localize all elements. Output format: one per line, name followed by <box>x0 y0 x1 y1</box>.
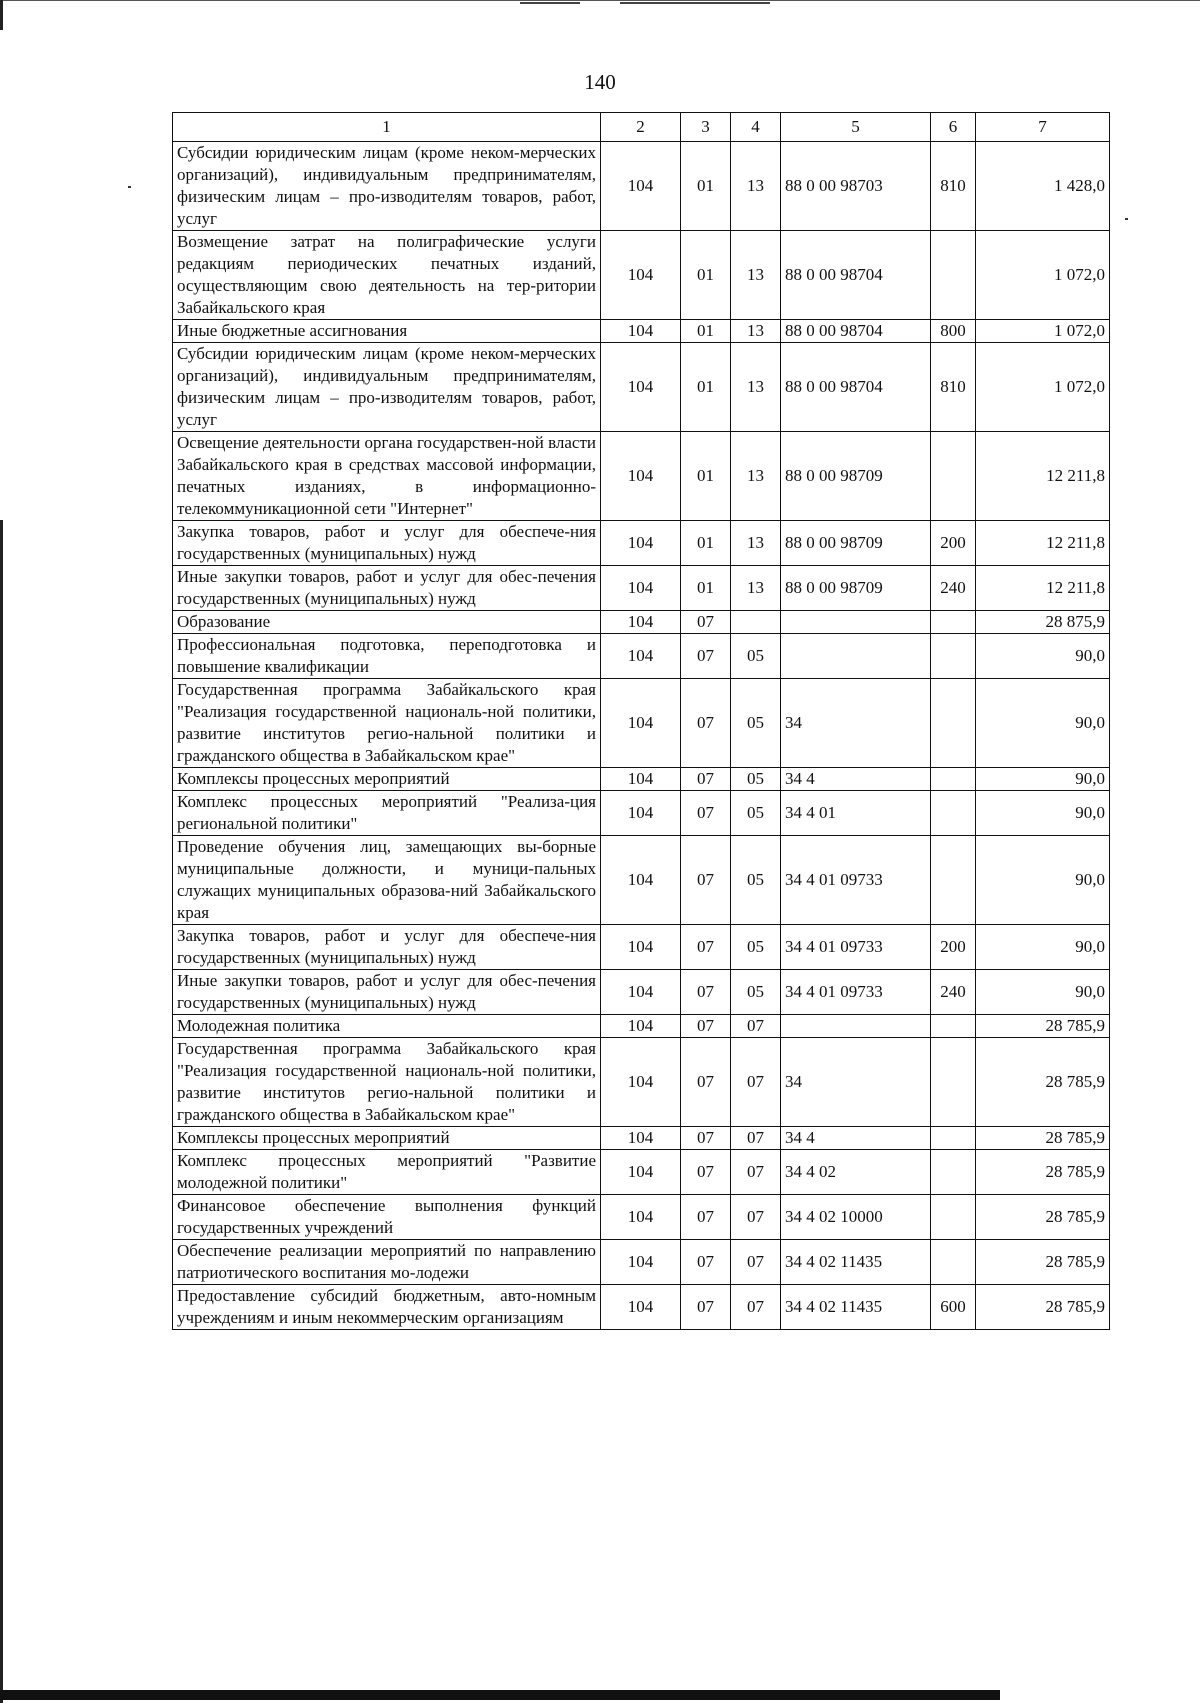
subsection-code-cell: 05 <box>731 679 781 768</box>
subsection-code-cell: 07 <box>731 1150 781 1195</box>
item-name-cell: Возмещение затрат на полиграфические услуги редакциям периодических печатных изданий, осуществляющим свою деятельность на тер-ритории Забайкальского края <box>173 231 601 320</box>
subsection-code-cell: 13 <box>731 231 781 320</box>
subsection-code-cell: 05 <box>731 925 781 970</box>
item-name-cell: Комплекс процессных мероприятий "Реализа-ция региональной политики" <box>173 791 601 836</box>
ministry-code-cell: 104 <box>601 679 681 768</box>
target-article-cell: 34 4 02 <box>781 1150 931 1195</box>
amount-cell: 28 785,9 <box>976 1195 1110 1240</box>
amount-cell: 28 785,9 <box>976 1127 1110 1150</box>
expense-type-cell <box>931 611 976 634</box>
expense-type-cell <box>931 1038 976 1127</box>
section-code-cell: 07 <box>681 836 731 925</box>
target-article-cell: 88 0 00 98703 <box>781 142 931 231</box>
item-name-cell: Обеспечение реализации мероприятий по направлению патриотического воспитания мо-лодежи <box>173 1240 601 1285</box>
header-cell: 7 <box>976 113 1110 142</box>
section-code-cell: 01 <box>681 432 731 521</box>
target-article-cell: 34 4 02 10000 <box>781 1195 931 1240</box>
expense-type-cell <box>931 791 976 836</box>
item-name-cell: Иные закупки товаров, работ и услуг для обес-печения государственных (муниципальных) нужд <box>173 970 601 1015</box>
expense-type-cell: 600 <box>931 1285 976 1330</box>
amount-cell: 28 785,9 <box>976 1038 1110 1127</box>
table-row <box>173 970 1110 1015</box>
expense-type-cell: 200 <box>931 925 976 970</box>
table-row <box>173 320 1110 343</box>
ministry-code-cell: 104 <box>601 521 681 566</box>
expense-type-cell <box>931 1015 976 1038</box>
target-article-cell <box>781 634 931 679</box>
ministry-code-cell: 104 <box>601 1195 681 1240</box>
item-name-cell: Комплекс процессных мероприятий "Развитие молодежной политики" <box>173 1150 601 1195</box>
scan-bottom-bar <box>0 1690 1000 1700</box>
expense-type-cell <box>931 432 976 521</box>
table-body <box>173 142 1110 1330</box>
expense-type-cell <box>931 231 976 320</box>
section-code-cell: 07 <box>681 1150 731 1195</box>
scan-dot <box>1125 218 1128 220</box>
subsection-code-cell: 05 <box>731 634 781 679</box>
amount-cell: 90,0 <box>976 836 1110 925</box>
item-name-cell: Освещение деятельности органа государствен-ной власти Забайкальского края в средствах массовой информации, печатных изданиях, в информационно-телекоммуникационной сети "Интернет" <box>173 432 601 521</box>
expense-type-cell: 240 <box>931 566 976 611</box>
amount-cell: 12 211,8 <box>976 432 1110 521</box>
ministry-code-cell: 104 <box>601 566 681 611</box>
table-row <box>173 142 1110 231</box>
expense-type-cell: 800 <box>931 320 976 343</box>
target-article-cell: 34 <box>781 1038 931 1127</box>
ministry-code-cell: 104 <box>601 1015 681 1038</box>
amount-cell: 1 072,0 <box>976 320 1110 343</box>
expense-type-cell <box>931 1195 976 1240</box>
item-name-cell: Государственная программа Забайкальского края "Реализация государственной националь-ной политики, развитие институтов регио-нальной политики и гражданского общества в Забайкальском крае" <box>173 679 601 768</box>
ministry-code-cell: 104 <box>601 231 681 320</box>
subsection-code-cell <box>731 611 781 634</box>
target-article-cell <box>781 1015 931 1038</box>
target-article-cell: 34 4 01 09733 <box>781 970 931 1015</box>
ministry-code-cell: 104 <box>601 1127 681 1150</box>
ministry-code-cell: 104 <box>601 142 681 231</box>
target-article-cell: 88 0 00 98704 <box>781 231 931 320</box>
target-article-cell: 34 4 01 09733 <box>781 925 931 970</box>
amount-cell: 12 211,8 <box>976 566 1110 611</box>
table-row <box>173 791 1110 836</box>
item-name-cell: Закупка товаров, работ и услуг для обеспече-ния государственных (муниципальных) нужд <box>173 925 601 970</box>
table-row <box>173 1038 1110 1127</box>
subsection-code-cell: 13 <box>731 320 781 343</box>
expense-type-cell: 810 <box>931 142 976 231</box>
amount-cell: 28 785,9 <box>976 1015 1110 1038</box>
table-row <box>173 1240 1110 1285</box>
ministry-code-cell: 104 <box>601 343 681 432</box>
section-code-cell: 07 <box>681 925 731 970</box>
scan-top-mark <box>520 2 580 4</box>
section-code-cell: 01 <box>681 521 731 566</box>
target-article-cell: 88 0 00 98709 <box>781 432 931 521</box>
table-row <box>173 836 1110 925</box>
table-row <box>173 1195 1110 1240</box>
section-code-cell: 01 <box>681 231 731 320</box>
target-article-cell: 34 4 01 09733 <box>781 836 931 925</box>
target-article-cell: 88 0 00 98704 <box>781 320 931 343</box>
expense-type-cell <box>931 768 976 791</box>
section-code-cell: 07 <box>681 1015 731 1038</box>
subsection-code-cell: 13 <box>731 566 781 611</box>
section-code-cell: 07 <box>681 791 731 836</box>
ministry-code-cell: 104 <box>601 925 681 970</box>
section-code-cell: 07 <box>681 1127 731 1150</box>
target-article-cell: 34 4 02 11435 <box>781 1240 931 1285</box>
table-row <box>173 611 1110 634</box>
subsection-code-cell: 13 <box>731 521 781 566</box>
table-row <box>173 768 1110 791</box>
amount-cell: 90,0 <box>976 791 1110 836</box>
amount-cell: 90,0 <box>976 970 1110 1015</box>
table-row <box>173 925 1110 970</box>
target-article-cell: 88 0 00 98704 <box>781 343 931 432</box>
item-name-cell: Молодежная политика <box>173 1015 601 1038</box>
table-row <box>173 231 1110 320</box>
scan-top-rule <box>0 0 1200 1</box>
target-article-cell: 34 4 02 11435 <box>781 1285 931 1330</box>
section-code-cell: 01 <box>681 566 731 611</box>
ministry-code-cell: 104 <box>601 1038 681 1127</box>
item-name-cell: Иные бюджетные ассигнования <box>173 320 601 343</box>
amount-cell: 28 785,9 <box>976 1285 1110 1330</box>
table-row <box>173 679 1110 768</box>
ministry-code-cell: 104 <box>601 432 681 521</box>
ministry-code-cell: 104 <box>601 970 681 1015</box>
target-article-cell: 88 0 00 98709 <box>781 566 931 611</box>
header-cell: 2 <box>601 113 681 142</box>
page-number: 140 <box>584 70 616 94</box>
subsection-code-cell: 13 <box>731 343 781 432</box>
subsection-code-cell: 07 <box>731 1240 781 1285</box>
section-code-cell: 07 <box>681 634 731 679</box>
amount-cell: 90,0 <box>976 679 1110 768</box>
subsection-code-cell: 07 <box>731 1195 781 1240</box>
header-cell: 4 <box>731 113 781 142</box>
subsection-code-cell: 13 <box>731 142 781 231</box>
expense-type-cell: 810 <box>931 343 976 432</box>
section-code-cell: 07 <box>681 768 731 791</box>
section-code-cell: 07 <box>681 1195 731 1240</box>
header-cell: 1 <box>173 113 601 142</box>
ministry-code-cell: 104 <box>601 634 681 679</box>
subsection-code-cell: 07 <box>731 1015 781 1038</box>
expense-type-cell <box>931 634 976 679</box>
subsection-code-cell: 07 <box>731 1038 781 1127</box>
scan-left-edge <box>0 0 3 1703</box>
amount-cell: 28 785,9 <box>976 1240 1110 1285</box>
section-code-cell: 07 <box>681 1038 731 1127</box>
header-cell: 5 <box>781 113 931 142</box>
budget-table <box>172 112 1110 1330</box>
section-code-cell: 01 <box>681 320 731 343</box>
subsection-code-cell: 05 <box>731 768 781 791</box>
amount-cell: 1 428,0 <box>976 142 1110 231</box>
ministry-code-cell: 104 <box>601 768 681 791</box>
header-cell: 3 <box>681 113 731 142</box>
expense-type-cell <box>931 679 976 768</box>
target-article-cell: 34 4 <box>781 768 931 791</box>
target-article-cell <box>781 611 931 634</box>
item-name-cell: Государственная программа Забайкальского края "Реализация государственной националь-ной политики, развитие институтов регио-нальной политики и гражданского общества в Забайкальском крае" <box>173 1038 601 1127</box>
item-name-cell: Иные закупки товаров, работ и услуг для обес-печения государственных (муниципальных) нужд <box>173 566 601 611</box>
amount-cell: 28 875,9 <box>976 611 1110 634</box>
item-name-cell: Закупка товаров, работ и услуг для обеспече-ния государственных (муниципальных) нужд <box>173 521 601 566</box>
ministry-code-cell: 104 <box>601 611 681 634</box>
subsection-code-cell: 07 <box>731 1127 781 1150</box>
section-code-cell: 01 <box>681 343 731 432</box>
expense-type-cell <box>931 1240 976 1285</box>
amount-cell: 90,0 <box>976 634 1110 679</box>
table-row <box>173 634 1110 679</box>
amount-cell: 90,0 <box>976 925 1110 970</box>
subsection-code-cell: 05 <box>731 791 781 836</box>
item-name-cell: Проведение обучения лиц, замещающих вы-борные муниципальные должности, и муници-пальных служащих муниципальных образова-ний Забайкальского края <box>173 836 601 925</box>
amount-cell: 1 072,0 <box>976 231 1110 320</box>
table-row <box>173 1285 1110 1330</box>
table-row <box>173 1015 1110 1038</box>
section-code-cell: 07 <box>681 1285 731 1330</box>
item-name-cell: Финансовое обеспечение выполнения функций государственных учреждений <box>173 1195 601 1240</box>
target-article-cell: 88 0 00 98709 <box>781 521 931 566</box>
table-row <box>173 1150 1110 1195</box>
amount-cell: 90,0 <box>976 768 1110 791</box>
table-row <box>173 566 1110 611</box>
ministry-code-cell: 104 <box>601 1240 681 1285</box>
ministry-code-cell: 104 <box>601 791 681 836</box>
item-name-cell: Образование <box>173 611 601 634</box>
section-code-cell: 07 <box>681 611 731 634</box>
ministry-code-cell: 104 <box>601 1285 681 1330</box>
expense-type-cell: 240 <box>931 970 976 1015</box>
item-name-cell: Предоставление субсидий бюджетным, авто-номным учреждениям и иным некоммерческим организациям <box>173 1285 601 1330</box>
target-article-cell: 34 4 01 <box>781 791 931 836</box>
amount-cell: 1 072,0 <box>976 343 1110 432</box>
section-code-cell: 07 <box>681 1240 731 1285</box>
table-row <box>173 432 1110 521</box>
scan-top-mark <box>620 2 770 4</box>
subsection-code-cell: 05 <box>731 970 781 1015</box>
section-code-cell: 01 <box>681 142 731 231</box>
subsection-code-cell: 07 <box>731 1285 781 1330</box>
subsection-code-cell: 13 <box>731 432 781 521</box>
scan-dot <box>128 186 131 188</box>
section-code-cell: 07 <box>681 970 731 1015</box>
expense-type-cell <box>931 836 976 925</box>
item-name-cell: Комплексы процессных мероприятий <box>173 768 601 791</box>
ministry-code-cell: 104 <box>601 1150 681 1195</box>
ministry-code-cell: 104 <box>601 836 681 925</box>
table-row <box>173 521 1110 566</box>
item-name-cell: Комплексы процессных мероприятий <box>173 1127 601 1150</box>
header-cell: 6 <box>931 113 976 142</box>
expense-type-cell: 200 <box>931 521 976 566</box>
expense-type-cell <box>931 1127 976 1150</box>
amount-cell: 12 211,8 <box>976 521 1110 566</box>
item-name-cell: Субсидии юридическим лицам (кроме неком-мерческих организаций), индивидуальным предпринимателям, физическим лицам – про-изводителям товаров, работ, услуг <box>173 343 601 432</box>
expense-type-cell <box>931 1150 976 1195</box>
target-article-cell: 34 <box>781 679 931 768</box>
target-article-cell: 34 4 <box>781 1127 931 1150</box>
section-code-cell: 07 <box>681 679 731 768</box>
header-row <box>173 113 1110 142</box>
table-row <box>173 343 1110 432</box>
amount-cell: 28 785,9 <box>976 1150 1110 1195</box>
ministry-code-cell: 104 <box>601 320 681 343</box>
item-name-cell: Профессиональная подготовка, переподготовка и повышение квалификации <box>173 634 601 679</box>
item-name-cell: Субсидии юридическим лицам (кроме неком-мерческих организаций), индивидуальным предпринимателям, физическим лицам – про-изводителям товаров, работ, услуг <box>173 142 601 231</box>
table-row <box>173 1127 1110 1150</box>
subsection-code-cell: 05 <box>731 836 781 925</box>
